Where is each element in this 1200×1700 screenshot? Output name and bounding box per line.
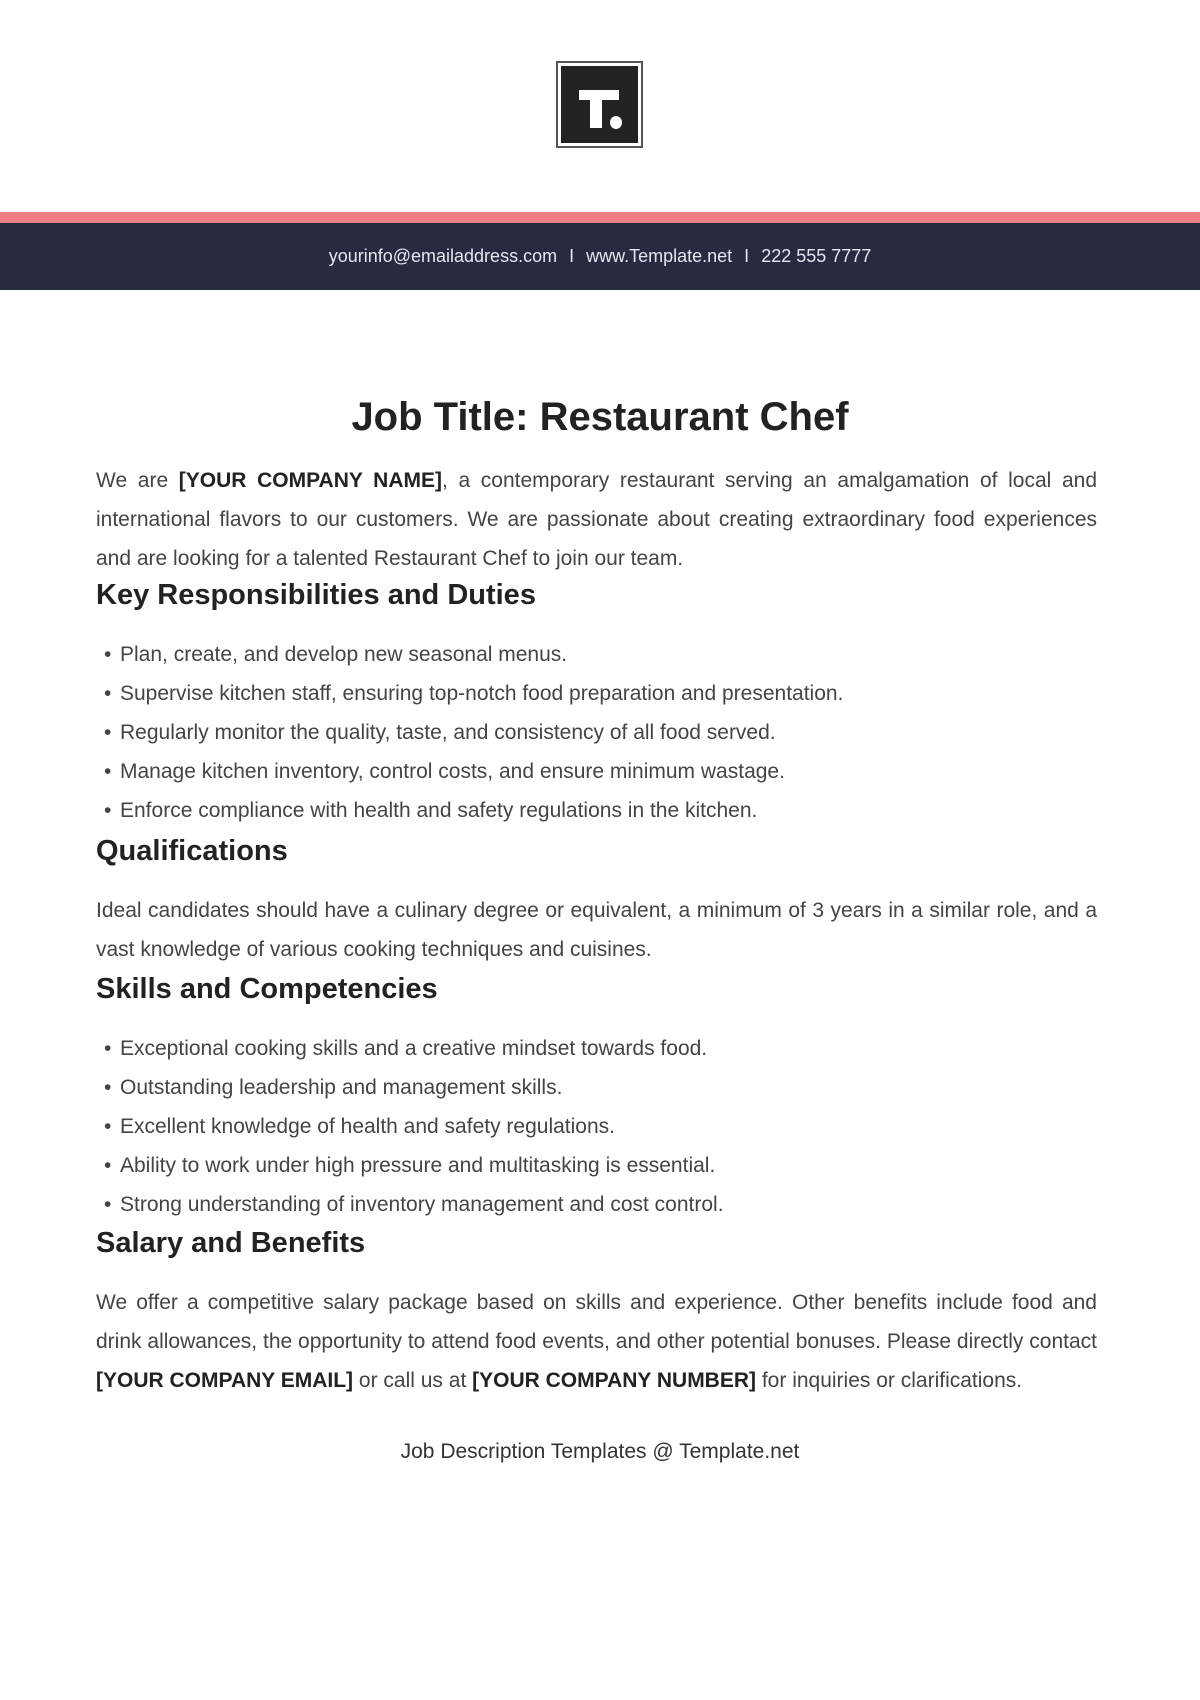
logo-t-stem bbox=[590, 90, 602, 128]
intro-text: , a contemporary restaurant serving an amalgamation of local and international flavors to our customers. We are passionate about creating extraordinary food experiences and are looking for a talented Restaurant Chef to join our team. bbox=[96, 469, 1097, 570]
accent-stripe bbox=[0, 212, 1200, 223]
list-item: • Enforce compliance with health and safety regulations in the kitchen. bbox=[96, 791, 1097, 830]
logo-dot bbox=[610, 116, 622, 129]
list-item: • Regularly monitor the quality, taste, and consistency of all food served. bbox=[96, 713, 1097, 752]
section-heading: Salary and Benefits bbox=[96, 1227, 366, 1259]
responsibilities-heading bbox=[96, 577, 1097, 613]
separator: I bbox=[744, 246, 750, 266]
qualifications-heading bbox=[96, 833, 1097, 869]
contact-phone: 222 555 7777 bbox=[761, 246, 872, 266]
list-item: • Supervise kitchen staff, ensuring top-notch food preparation and presentation. bbox=[96, 674, 1097, 713]
salary-paragraph bbox=[96, 1283, 1097, 1400]
salary-section bbox=[96, 1283, 1097, 1400]
skills-list bbox=[96, 1029, 1097, 1224]
company-name-placeholder: [YOUR COMPANY NAME] bbox=[178, 469, 442, 492]
footer-credit[interactable]: Job Description Templates @ Template.net bbox=[400, 1440, 800, 1463]
contact-email[interactable]: yourinfo@emailaddress.com bbox=[328, 246, 558, 266]
page-title: Job Title: Restaurant Chef bbox=[351, 395, 849, 439]
list-item: • Exceptional cooking skills and a creative mindset towards food. bbox=[96, 1029, 1097, 1068]
company-number-placeholder: [YOUR COMPANY NUMBER] bbox=[472, 1369, 757, 1392]
contact-bar bbox=[0, 223, 1200, 290]
list-item: • Outstanding leadership and management skills. bbox=[96, 1068, 1097, 1107]
intro-section bbox=[96, 461, 1097, 578]
list-item: • Manage kitchen inventory, control costs, and ensure minimum wastage. bbox=[96, 752, 1097, 791]
qualifications-paragraph: Ideal candidates should have a culinary degree or equivalent, a minimum of 3 years in a similar role, and a vast knowledge of various cooking techniques and cuisines. bbox=[96, 899, 1097, 961]
salary-text: or call us at bbox=[353, 1369, 473, 1392]
list-item: • Excellent knowledge of health and safety regulations. bbox=[96, 1107, 1097, 1146]
company-logo bbox=[556, 61, 643, 148]
list-item: • Ability to work under high pressure and multitasking is essential. bbox=[96, 1146, 1097, 1185]
salary-heading bbox=[96, 1225, 1097, 1261]
responsibilities-list bbox=[96, 635, 1097, 830]
salary-text: for inquiries or clarifications. bbox=[756, 1369, 1023, 1392]
section-heading: Key Responsibilities and Duties bbox=[96, 579, 536, 611]
section-heading: Skills and Competencies bbox=[96, 973, 438, 1005]
list-item: • Plan, create, and develop new seasonal menus. bbox=[96, 635, 1097, 674]
qualifications-section bbox=[96, 891, 1097, 969]
intro-paragraph bbox=[96, 461, 1097, 578]
skills-heading bbox=[96, 971, 1097, 1007]
logo-mark bbox=[561, 66, 638, 143]
section-heading: Qualifications bbox=[96, 835, 288, 867]
company-email-placeholder: [YOUR COMPANY EMAIL] bbox=[96, 1369, 354, 1392]
contact-website[interactable]: www.Template.net bbox=[586, 246, 733, 266]
salary-text: We offer a competitive salary package based on skills and experience. Other benefits include food and drink allowances, the opportunity to attend food events, and other potential bonuses. Please directly contact bbox=[96, 1291, 1097, 1353]
list-item: • Strong understanding of inventory management and cost control. bbox=[96, 1185, 1097, 1224]
separator: I bbox=[569, 246, 575, 266]
intro-text: We are bbox=[96, 469, 179, 492]
